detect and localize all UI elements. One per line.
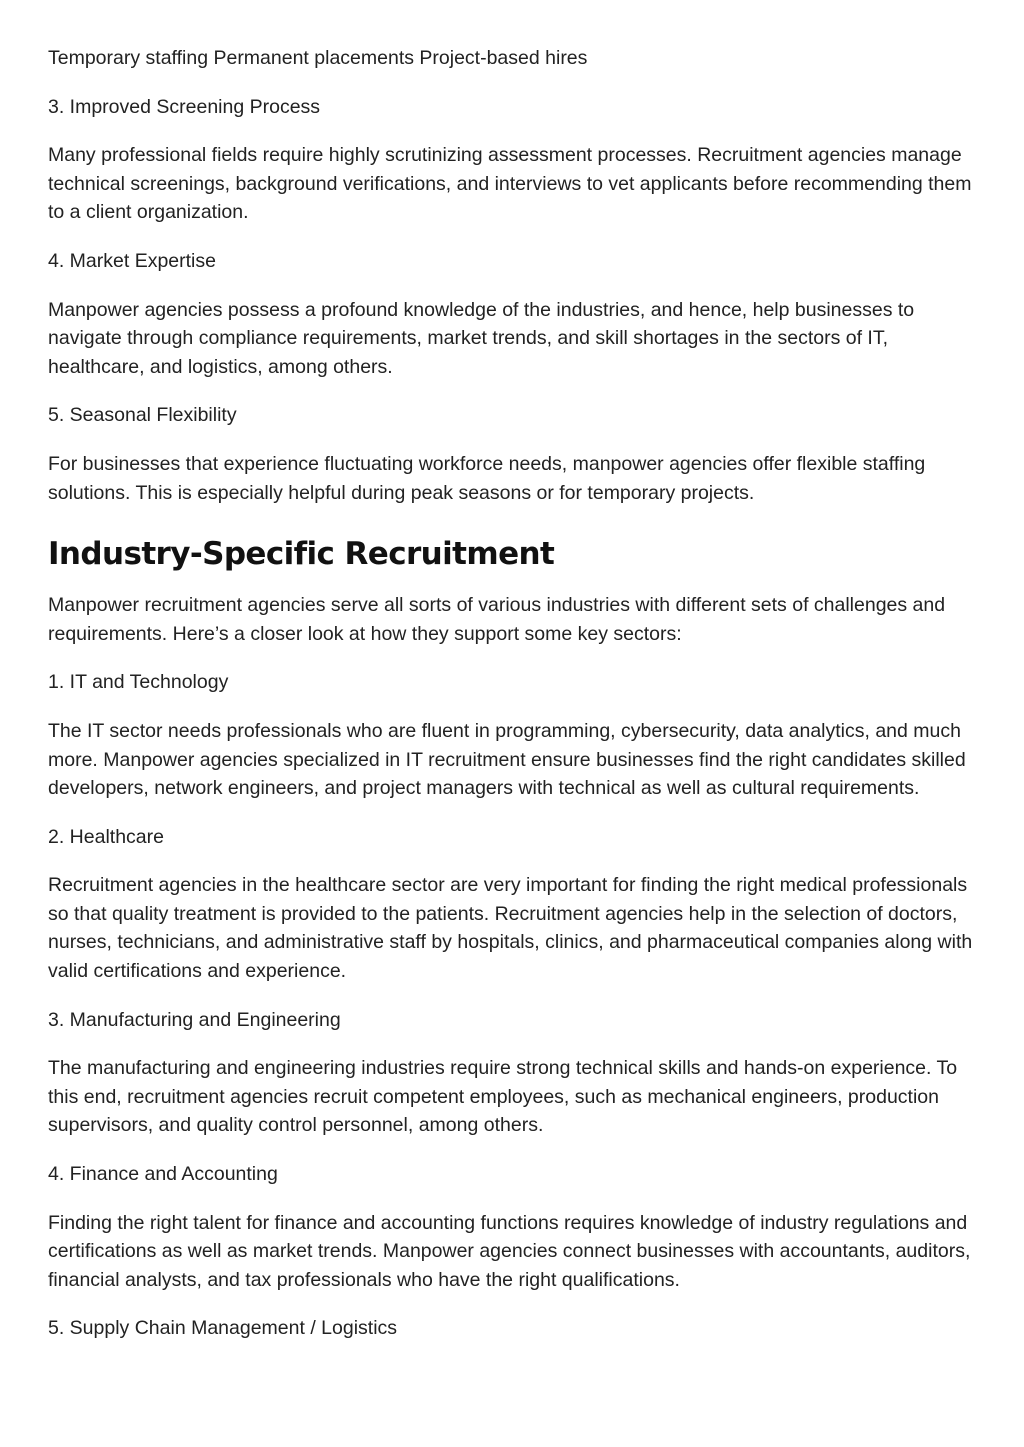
industry-body-it: The IT sector needs professionals who are fluent in programming, cybersecurity, data analytics, and much more. Manpower agencies specialized in IT recruitment ensure businesses find the right candidates skilled developers, network engineers, and project managers with technical as well as cultural requirements. [48,719,966,800]
benefit-body-market-expertise: Manpower agencies possess a profound knowledge of the industries, and hence, help businesses to navigate through compliance requirements, market trends, and skill shortages in the sectors of IT, healthcare, and logistics, among others. [48,298,915,378]
benefit-heading-screening: 3. Improved Screening Process [48,95,321,118]
benefit-heading-seasonal-flexibility: 5. Seasonal Flexibility [48,404,237,427]
industry-body-finance: Finding the right talent for finance and accounting functions requires knowledge of industry regulations and certifications as well as market trends. Manpower agencies connect businesses with accountants, auditors, financial analysts, and tax professionals who have the right qualifications. [48,1211,971,1291]
benefit-body-screening: Many professional fields require highly scrutinizing assessment processes. Recruitment agencies manage technical screenings, background verifications, and interviews to vet applicants before recommending them to a client organization. [48,144,972,224]
section-title-industry-specific: Industry-Specific Recruitment [48,536,555,573]
benefit-body-seasonal-flexibility: For businesses that experience fluctuating workforce needs, manpower agencies offer flexible staffing solutions. This is especially helpful during peak seasons or for temporary projects. [48,452,926,504]
document-page [48,44,983,1363]
industry-heading-finance: 4. Finance and Accounting [48,1163,278,1186]
industry-heading-logistics: 5. Supply Chain Management / Logistics [48,1317,398,1340]
industry-heading-healthcare: 2. Healthcare [48,825,164,848]
industry-heading-it: 1. IT and Technology [48,671,229,694]
industry-body-healthcare: Recruitment agencies in the healthcare sector are very important for finding the right medical professionals so that quality treatment is provided to the patients. Recruitment agencies help in the selection of doctors, nurses, technicians, and administrative staff by hospitals, clinics, and pharmaceutical companies along with valid certifications and experience. [48,874,973,983]
staffing-types-line: Temporary staffing Permanent placements Project-based hires [48,47,588,69]
industry-heading-manufacturing: 3. Manufacturing and Engineering [48,1008,341,1031]
benefit-heading-market-expertise: 4. Market Expertise [48,249,216,272]
industry-section-intro: Manpower recruitment agencies serve all sorts of various industries with different sets of challenges and requirements. Here’s a closer look at how they support some key sectors: [48,594,946,645]
industry-body-manufacturing: The manufacturing and engineering industries require strong technical skills and hands-on experience. To this end, recruitment agencies recruit competent employees, such as mechanical engineers, production supervisors, and quality control personnel, among others. [48,1057,958,1137]
